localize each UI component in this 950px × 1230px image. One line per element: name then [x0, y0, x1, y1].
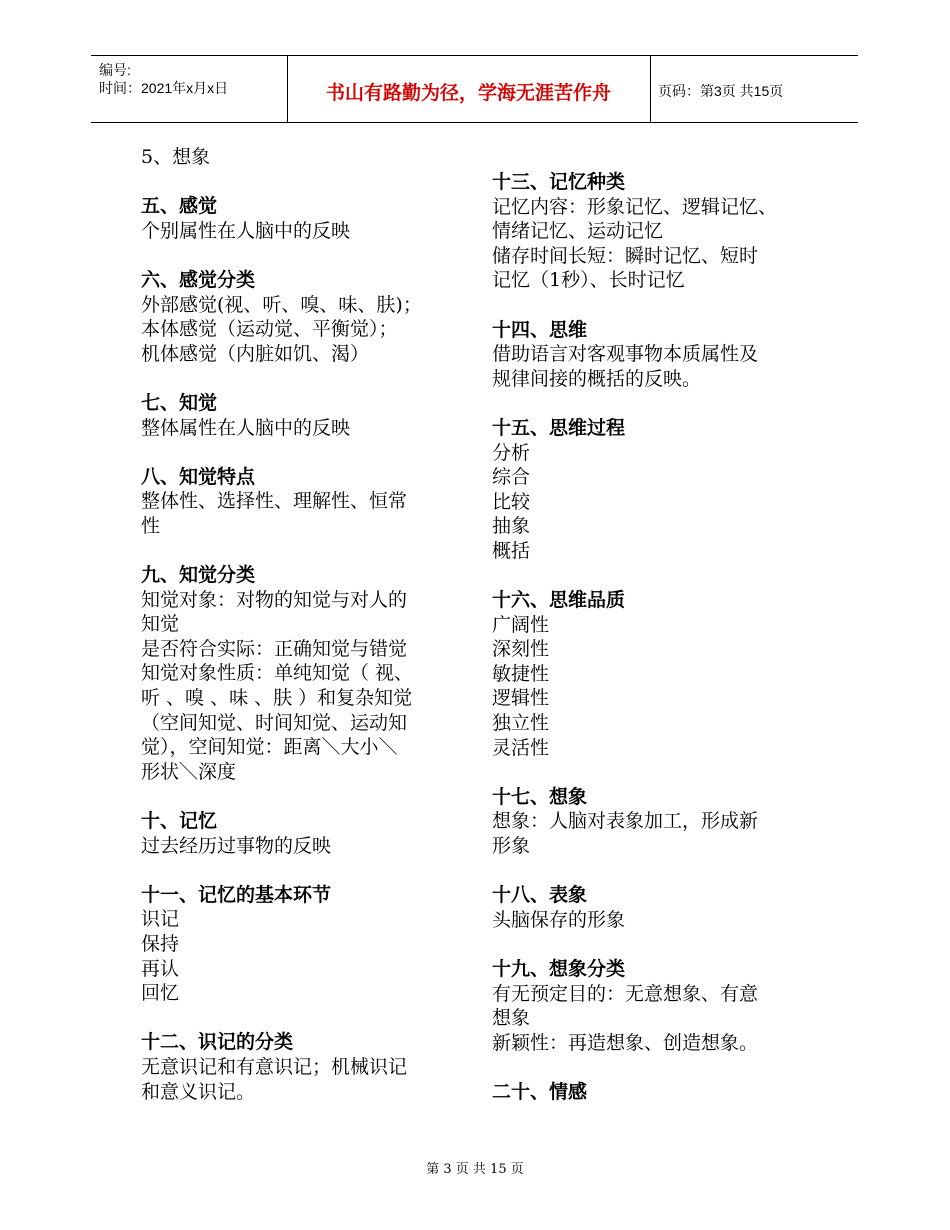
- section-line: 无意识记和有意识记；机械识记: [141, 1055, 408, 1078]
- page-info: 页码：第3页 共15页: [658, 83, 784, 99]
- section-line: 本体感觉（运动觉、平衡觉）；: [141, 318, 398, 341]
- section-heading: 五、感觉: [141, 195, 218, 218]
- section-gap: [492, 391, 832, 416]
- section-line: 比较: [492, 490, 531, 513]
- section-heading: 十二、识记的分类: [141, 1031, 294, 1054]
- section-line: 保持: [141, 933, 180, 955]
- section-line: 形象: [492, 835, 531, 858]
- section-line: 外部感觉(视、听、嗅、味、肤)；: [141, 293, 422, 316]
- section-line: 形状＼深度: [141, 760, 237, 783]
- section-heading: 八、知觉特点: [141, 465, 256, 488]
- section-line: 头脑保存的形象: [492, 908, 626, 931]
- section-line: 知觉对象性质：单纯知觉（ 视、: [141, 662, 414, 685]
- section-gap: [141, 243, 471, 268]
- right-column: [492, 170, 832, 1105]
- page-footer: 第 3 页 共 15 页: [426, 1162, 524, 1177]
- section-line: 整体属性在人脑中的反映: [141, 416, 351, 439]
- section-gap: [141, 784, 471, 809]
- section-line: 和意义识记。: [141, 1080, 256, 1103]
- section-line: 综合: [492, 466, 531, 489]
- section-line: 储存时间长短：瞬时记忆、短时: [492, 244, 759, 267]
- header-motto-cell: [287, 56, 651, 122]
- section-line: 整体性、选择性、理解性、恒常: [141, 490, 408, 513]
- section-line: 想象: [492, 1007, 531, 1030]
- section-heading: 七、知觉: [141, 391, 218, 414]
- section-heading: 十六、思维品质: [492, 589, 626, 612]
- section-line: 情绪记忆、运动记忆: [492, 220, 664, 243]
- section-line: 是否符合实际：正确知觉与错觉: [141, 637, 408, 660]
- section-line: 新颖性：再造想象、创造想象。: [492, 1031, 759, 1054]
- section-line: 独立性: [492, 712, 550, 735]
- section-line: 有无预定目的：无意想象、有意: [492, 982, 759, 1005]
- section-line: 敏捷性: [492, 662, 550, 685]
- header-meta-cell: [91, 56, 288, 122]
- section-gap: [141, 1006, 471, 1031]
- section-gap: [492, 1055, 832, 1080]
- section-line: 回忆: [141, 982, 180, 1005]
- section-line: 抽象: [492, 515, 531, 538]
- section-line: 逻辑性: [492, 687, 550, 710]
- section-line: 记忆内容：形象记忆、逻辑记忆、: [492, 195, 778, 218]
- section-line: 过去经历过事物的反映: [141, 834, 332, 857]
- section-heading: 十四、思维: [492, 318, 588, 341]
- section-heading: 九、知觉分类: [141, 564, 256, 587]
- section-line: 听 、嗅 、味 、肤 ）和复杂知觉: [141, 687, 413, 710]
- section-line: 规律间接的概括的反映。: [492, 367, 702, 390]
- section-line: 分析: [492, 441, 531, 464]
- section-heading: 十三、记忆种类: [492, 171, 626, 193]
- section-line: 觉），空间知觉：距离＼大小＼: [141, 736, 398, 759]
- section-gap: [141, 366, 471, 391]
- section-heading: 二十、情感: [492, 1080, 588, 1103]
- section-line: 再认: [141, 957, 180, 980]
- section-line: 深刻性: [492, 638, 550, 661]
- left-column: [141, 145, 471, 1104]
- time-label: 时间：2021年x月x日: [99, 80, 229, 96]
- section-gap: [492, 760, 832, 785]
- section-gap: [492, 293, 832, 318]
- motto: 书山有路勤为径，学海无涯苦作舟: [325, 82, 611, 104]
- section-line: 灵活性: [492, 736, 550, 759]
- section-line: 概括: [492, 539, 531, 562]
- section-gap: [492, 859, 832, 884]
- section-gap: [492, 932, 832, 957]
- section-line: 性: [141, 514, 161, 537]
- section-line: 记忆（1秒）、长时记忆: [492, 269, 685, 292]
- section-line: 想象：人脑对表象加工，形成新: [492, 810, 759, 833]
- section-line: 个别属性在人脑中的反映: [141, 219, 351, 242]
- section-line: （空间知觉、时间知觉、运动知: [141, 711, 408, 734]
- page-header: [91, 55, 858, 123]
- section-gap: [141, 858, 471, 883]
- section-line: 识记: [141, 908, 180, 931]
- section-heading: 十七、想象: [492, 785, 588, 808]
- section-line: 5、想象: [141, 146, 211, 168]
- section-gap: [492, 564, 832, 589]
- section-line: 知觉: [141, 613, 180, 636]
- section-gap: [141, 170, 471, 195]
- section-line: 知觉对象：对物的知觉与对人的: [141, 588, 408, 611]
- section-heading: 十八、表象: [492, 884, 588, 907]
- section-gap: [141, 440, 471, 465]
- section-gap: [141, 539, 471, 564]
- section-line: 借助语言对客观事物本质属性及: [492, 343, 759, 366]
- section-line: 广阔性: [492, 613, 550, 636]
- section-heading: 十、记忆: [141, 810, 218, 833]
- section-heading: 十九、想象分类: [492, 958, 626, 980]
- section-heading: 十一、记忆的基本环节: [141, 883, 332, 906]
- section-heading: 六、感觉分类: [141, 268, 256, 291]
- number-label: 编号:: [99, 62, 131, 78]
- section-heading: 十五、思维过程: [492, 416, 626, 439]
- header-page-cell: [650, 56, 858, 122]
- section-line: 机体感觉（内脏如饥、渴）: [141, 342, 370, 365]
